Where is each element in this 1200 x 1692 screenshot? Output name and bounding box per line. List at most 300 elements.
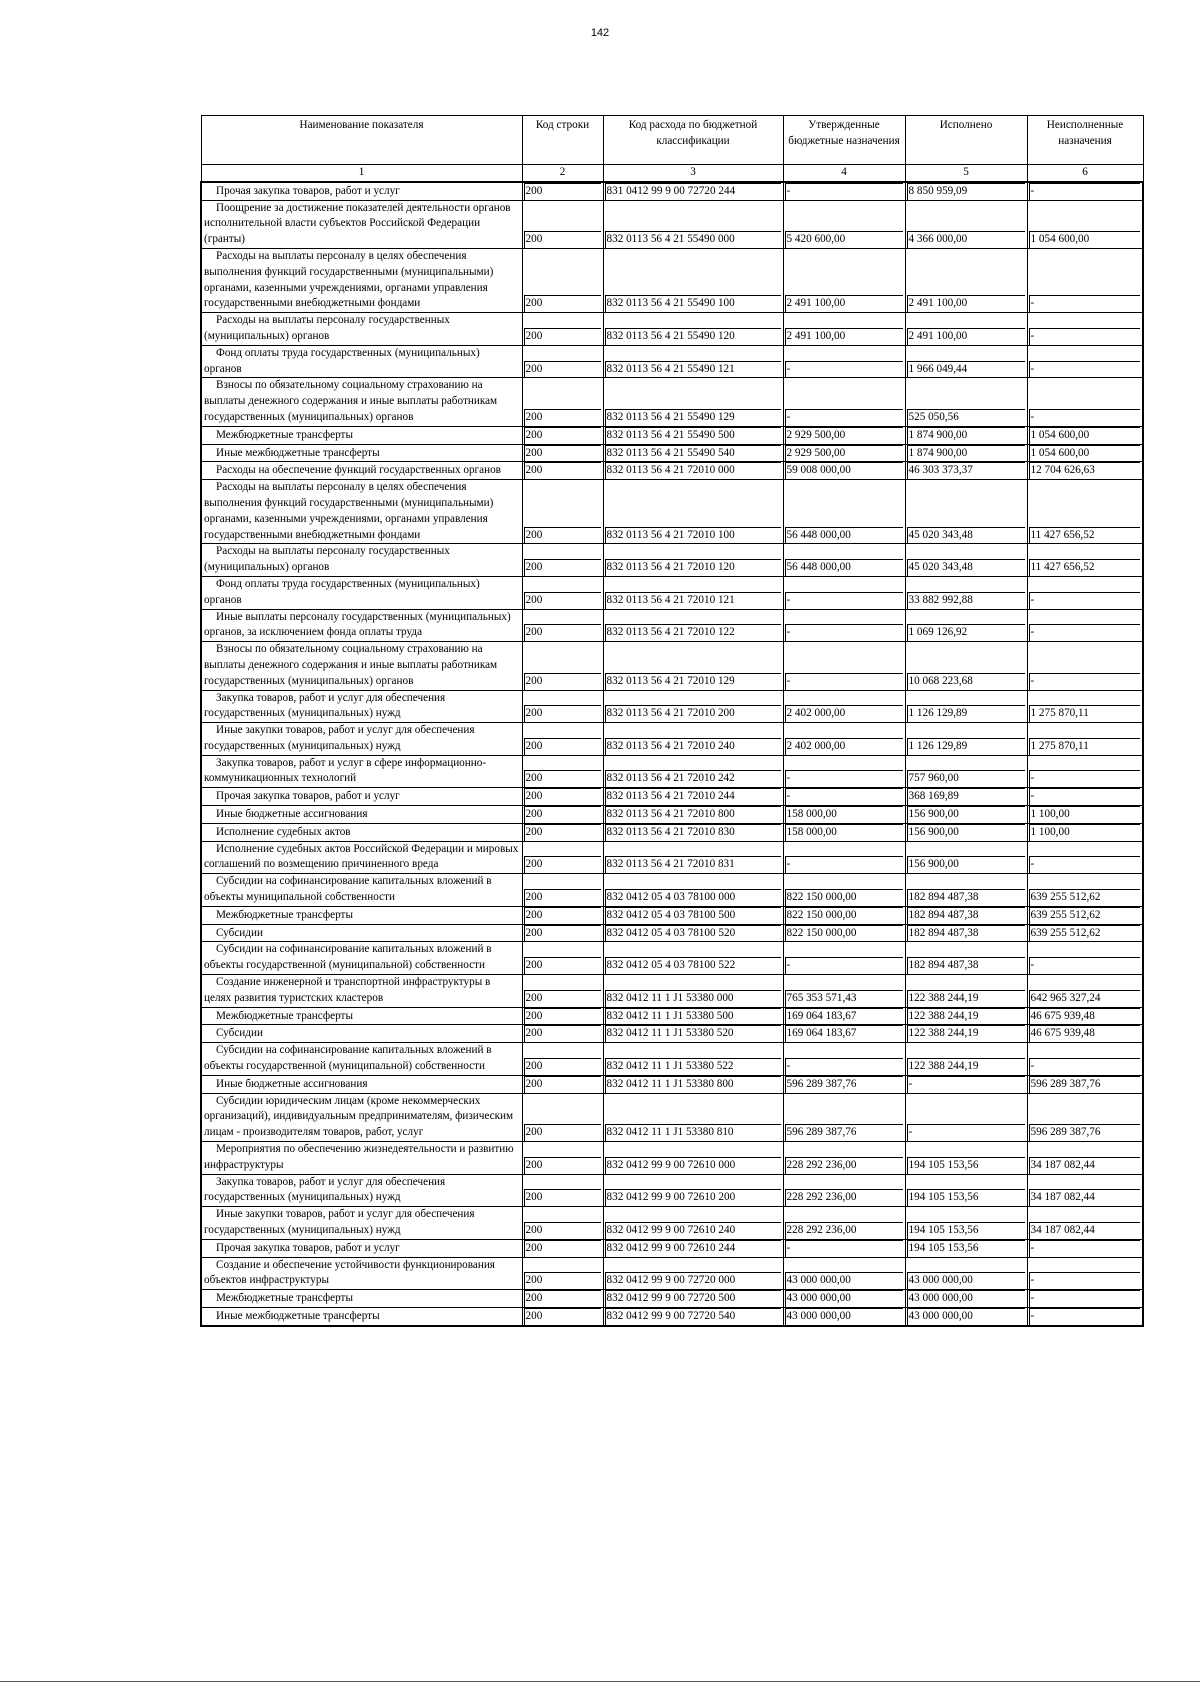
row-approved: - [785, 183, 903, 200]
row-line-code-cell [522, 1174, 603, 1207]
row-name-cell [201, 182, 522, 200]
row-name-cell [201, 609, 522, 642]
row-budget-class: 832 0412 99 9 00 72720 540 [605, 1308, 781, 1325]
row-approved: 2 929 500,00 [785, 427, 903, 444]
row-executed: - [907, 1076, 1025, 1093]
row-unexecuted: - [1029, 183, 1141, 200]
row-executed-cell [905, 444, 1027, 462]
row-executed-cell [905, 788, 1027, 806]
row-line-code-cell [522, 1093, 603, 1141]
row-budget-class-cell [603, 378, 783, 426]
row-name: Прочая закупка товаров, работ и услуг [216, 1241, 400, 1254]
table-row [201, 942, 1143, 975]
row-approved-cell [783, 378, 905, 426]
row-budget-class-cell [603, 1239, 783, 1257]
row-unexecuted-cell [1027, 1174, 1143, 1207]
row-executed-cell [905, 690, 1027, 723]
row-approved-cell [783, 1174, 905, 1207]
row-budget-class-cell [603, 975, 783, 1008]
row-approved-cell [783, 1207, 905, 1240]
header-name: Наименование показателя [201, 116, 522, 165]
scan-bottom-edge [0, 1681, 1200, 1682]
row-unexecuted: - [1029, 856, 1141, 873]
row-approved: 56 448 000,00 [785, 559, 903, 576]
row-unexecuted-cell [1027, 642, 1143, 690]
table-row [201, 755, 1143, 788]
row-approved-cell [783, 1239, 905, 1257]
row-budget-class: 832 0113 56 4 21 55490 129 [605, 409, 781, 426]
table-row [201, 426, 1143, 444]
row-unexecuted-cell [1027, 462, 1143, 480]
row-budget-class: 832 0113 56 4 21 72010 200 [605, 705, 781, 722]
table-row [201, 248, 1143, 312]
row-name-cell [201, 248, 522, 312]
row-budget-class: 832 0412 99 9 00 72610 000 [605, 1157, 781, 1174]
row-approved-cell [783, 609, 905, 642]
row-name: Фонд оплаты труда государственных (муниципальных) органов [204, 346, 480, 375]
row-approved-cell [783, 924, 905, 942]
row-name: Взносы по обязательному социальному страхованию на выплаты денежного содержания и иные выплаты работникам государственных (муниципальных) органов [204, 643, 498, 687]
row-unexecuted: 12 704 626,63 [1029, 462, 1141, 479]
row-name: Иные бюджетные ассигнования [216, 1077, 368, 1090]
row-approved-cell [783, 444, 905, 462]
row-approved-cell [783, 248, 905, 312]
row-executed-cell [905, 1075, 1027, 1093]
row-name: Создание и обеспечение устойчивости функционирования объектов инфраструктуры [204, 1258, 495, 1287]
row-name: Субсидии [216, 1027, 263, 1040]
row-executed-cell [905, 480, 1027, 544]
row-unexecuted: 34 187 082,44 [1029, 1222, 1141, 1239]
row-executed: 156 900,00 [907, 824, 1025, 841]
row-budget-class-cell [603, 1025, 783, 1043]
row-unexecuted-cell [1027, 1207, 1143, 1240]
row-budget-class: 832 0113 56 4 21 55490 540 [605, 445, 781, 462]
row-approved-cell [783, 723, 905, 756]
column-number: 1 [201, 165, 522, 182]
row-approved-cell [783, 823, 905, 841]
row-unexecuted-cell [1027, 182, 1143, 200]
row-budget-class: 831 0412 99 9 00 72720 244 [605, 183, 781, 200]
row-line-code-cell [522, 755, 603, 788]
row-budget-class-cell [603, 182, 783, 200]
table-row [201, 480, 1143, 544]
row-name-cell [201, 723, 522, 756]
row-line-code-cell [522, 690, 603, 723]
row-budget-class: 832 0412 05 4 03 78100 520 [605, 925, 781, 942]
row-executed-cell [905, 609, 1027, 642]
row-executed-cell [905, 200, 1027, 248]
row-approved: - [785, 361, 903, 378]
row-unexecuted: 1 054 600,00 [1029, 231, 1141, 248]
row-line-code: 200 [524, 427, 601, 444]
row-name: Прочая закупка товаров, работ и услуг [216, 790, 400, 803]
row-executed-cell [905, 1174, 1027, 1207]
row-executed-cell [905, 1093, 1027, 1141]
row-unexecuted-cell [1027, 1239, 1143, 1257]
row-budget-class: 832 0412 99 9 00 72720 500 [605, 1290, 781, 1307]
row-budget-class: 832 0113 56 4 21 55490 121 [605, 361, 781, 378]
row-name: Иные выплаты персоналу государственных (муниципальных) органов, за исключением фонда оплаты труда [204, 610, 511, 639]
row-unexecuted: - [1029, 624, 1141, 641]
row-line-code-cell [522, 378, 603, 426]
row-budget-class: 832 0113 56 4 21 72010 129 [605, 673, 781, 690]
row-name: Межбюджетные трансферты [216, 908, 353, 921]
row-unexecuted-cell [1027, 313, 1143, 346]
row-line-code: 200 [524, 361, 601, 378]
row-budget-class-cell [603, 1174, 783, 1207]
table-row [201, 1307, 1143, 1325]
row-unexecuted: 11 427 656,52 [1029, 527, 1141, 544]
row-budget-class: 832 0113 56 4 21 72010 100 [605, 527, 781, 544]
row-unexecuted-cell [1027, 426, 1143, 444]
row-unexecuted: - [1029, 295, 1141, 312]
row-budget-class-cell [603, 1007, 783, 1025]
row-approved-cell [783, 755, 905, 788]
row-executed: 2 491 100,00 [907, 328, 1025, 345]
row-unexecuted-cell [1027, 1075, 1143, 1093]
row-line-code-cell [522, 462, 603, 480]
row-budget-class: 832 0113 56 4 21 72010 244 [605, 788, 781, 805]
row-approved: - [785, 624, 903, 641]
row-budget-class: 832 0412 99 9 00 72610 200 [605, 1189, 781, 1206]
row-name: Иные бюджетные ассигнования [216, 808, 368, 821]
row-name-cell [201, 1290, 522, 1308]
row-budget-class: 832 0113 56 4 21 55490 000 [605, 231, 781, 248]
row-approved-cell [783, 942, 905, 975]
row-line-code: 200 [524, 990, 601, 1007]
row-line-code: 200 [524, 770, 601, 787]
row-line-code: 200 [524, 527, 601, 544]
row-unexecuted: - [1029, 409, 1141, 426]
row-unexecuted: 639 255 512,62 [1029, 925, 1141, 942]
row-budget-class-cell [603, 1093, 783, 1141]
row-executed: 1 966 049,44 [907, 361, 1025, 378]
row-approved-cell [783, 462, 905, 480]
table-row [201, 1174, 1143, 1207]
row-line-code: 200 [524, 1157, 601, 1174]
row-executed: 45 020 343,48 [907, 527, 1025, 544]
row-unexecuted: 1 275 870,11 [1029, 705, 1141, 722]
row-budget-class-cell [603, 823, 783, 841]
row-approved-cell [783, 345, 905, 378]
table-row [201, 576, 1143, 609]
row-executed: 46 303 373,37 [907, 462, 1025, 479]
row-line-code-cell [522, 906, 603, 924]
row-approved: 56 448 000,00 [785, 527, 903, 544]
row-approved-cell [783, 544, 905, 577]
row-name: Расходы на выплаты персоналу в целях обеспечения выполнения функций государственными (муниципальными) органами, казенными учреждениями, органами управления государственными внебюджетными фондами [204, 249, 494, 310]
row-approved-cell [783, 1142, 905, 1175]
row-unexecuted: 34 187 082,44 [1029, 1157, 1141, 1174]
row-unexecuted-cell [1027, 874, 1143, 907]
row-line-code: 200 [524, 1308, 601, 1325]
row-approved-cell [783, 788, 905, 806]
row-budget-class-cell [603, 642, 783, 690]
row-line-code: 200 [524, 1058, 601, 1075]
row-budget-class-cell [603, 1257, 783, 1290]
row-line-code-cell [522, 480, 603, 544]
row-name-cell [201, 1025, 522, 1043]
row-executed-cell [905, 1043, 1027, 1076]
row-executed-cell [905, 942, 1027, 975]
row-unexecuted: 596 289 387,76 [1029, 1124, 1141, 1141]
row-name: Исполнение судебных актов [216, 825, 351, 838]
row-line-code-cell [522, 1142, 603, 1175]
row-budget-class-cell [603, 841, 783, 874]
table-body [201, 182, 1143, 1326]
table-row [201, 1142, 1143, 1175]
row-unexecuted: - [1029, 592, 1141, 609]
row-line-code: 200 [524, 445, 601, 462]
row-name-cell [201, 1307, 522, 1325]
row-name-cell [201, 924, 522, 942]
row-budget-class-cell [603, 1207, 783, 1240]
row-unexecuted: 639 255 512,62 [1029, 907, 1141, 924]
row-approved: - [785, 673, 903, 690]
row-unexecuted-cell [1027, 1142, 1143, 1175]
table-row [201, 1093, 1143, 1141]
row-unexecuted-cell [1027, 906, 1143, 924]
row-executed: 122 388 244,19 [907, 990, 1025, 1007]
row-name-cell [201, 1174, 522, 1207]
column-number: 5 [905, 165, 1027, 182]
row-approved-cell [783, 874, 905, 907]
row-approved-cell [783, 1290, 905, 1308]
row-approved: 43 000 000,00 [785, 1272, 903, 1289]
row-unexecuted-cell [1027, 975, 1143, 1008]
row-executed: 43 000 000,00 [907, 1308, 1025, 1325]
row-unexecuted-cell [1027, 576, 1143, 609]
row-name-cell [201, 942, 522, 975]
row-budget-class: 832 0113 56 4 21 72010 831 [605, 856, 781, 873]
row-line-code: 200 [524, 856, 601, 873]
row-unexecuted: - [1029, 673, 1141, 690]
table-row [201, 544, 1143, 577]
row-budget-class: 832 0412 11 1 J1 53380 000 [605, 990, 781, 1007]
row-executed-cell [905, 378, 1027, 426]
row-budget-class: 832 0113 56 4 21 55490 500 [605, 427, 781, 444]
row-name: Закупка товаров, работ и услуг для обеспечения государственных (муниципальных) нужд [204, 1175, 446, 1204]
row-budget-class: 832 0412 11 1 J1 53380 800 [605, 1076, 781, 1093]
row-line-code: 200 [524, 1124, 601, 1141]
table-header [201, 116, 1143, 182]
row-name: Прочая закупка товаров, работ и услуг [216, 184, 400, 197]
row-unexecuted-cell [1027, 690, 1143, 723]
row-budget-class: 832 0113 56 4 21 72010 122 [605, 624, 781, 641]
row-unexecuted-cell [1027, 1307, 1143, 1325]
row-name-cell [201, 1043, 522, 1076]
row-approved: 822 150 000,00 [785, 889, 903, 906]
row-executed-cell [905, 1207, 1027, 1240]
row-executed: 43 000 000,00 [907, 1290, 1025, 1307]
row-budget-class: 832 0412 11 1 J1 53380 500 [605, 1008, 781, 1025]
column-number: 3 [603, 165, 783, 182]
row-line-code-cell [522, 544, 603, 577]
row-executed: 194 105 153,56 [907, 1222, 1025, 1239]
row-unexecuted: 1 054 600,00 [1029, 427, 1141, 444]
row-line-code: 200 [524, 592, 601, 609]
row-unexecuted: 46 675 939,48 [1029, 1008, 1141, 1025]
row-budget-class-cell [603, 345, 783, 378]
header-budget-class: Код расхода по бюджетной классификации [603, 116, 783, 165]
row-line-code-cell [522, 1239, 603, 1257]
row-executed-cell [905, 426, 1027, 444]
row-name: Межбюджетные трансферты [216, 428, 353, 441]
row-line-code-cell [522, 1043, 603, 1076]
row-approved-cell [783, 200, 905, 248]
row-unexecuted: 46 675 939,48 [1029, 1025, 1141, 1042]
row-executed-cell [905, 345, 1027, 378]
row-unexecuted: - [1029, 1272, 1141, 1289]
table-row [201, 1075, 1143, 1093]
table-row [201, 1239, 1143, 1257]
row-budget-class: 832 0412 11 1 J1 53380 520 [605, 1025, 781, 1042]
row-budget-class-cell [603, 924, 783, 942]
row-approved-cell [783, 1007, 905, 1025]
row-line-code-cell [522, 1007, 603, 1025]
row-line-code: 200 [524, 231, 601, 248]
table-row [201, 823, 1143, 841]
row-budget-class-cell [603, 874, 783, 907]
row-executed-cell [905, 642, 1027, 690]
row-executed-cell [905, 874, 1027, 907]
row-executed: 368 169,89 [907, 788, 1025, 805]
row-executed: - [907, 1124, 1025, 1141]
header-unexecuted: Неисполненные назначения [1027, 116, 1143, 165]
row-approved: 596 289 387,76 [785, 1124, 903, 1141]
row-line-code: 200 [524, 889, 601, 906]
table-row [201, 690, 1143, 723]
row-unexecuted: - [1029, 1240, 1141, 1257]
row-unexecuted-cell [1027, 1257, 1143, 1290]
row-name: Расходы на выплаты персоналу государственных (муниципальных) органов [204, 314, 450, 342]
row-executed: 1 874 900,00 [907, 427, 1025, 444]
row-executed-cell [905, 924, 1027, 942]
row-budget-class-cell [603, 544, 783, 577]
header-approved: Утвержденные бюджетные назначения [783, 116, 905, 165]
row-name: Поощрение за достижение показателей деятельности органов исполнительной власти субъектов Российской Федерации (гранты) [204, 201, 511, 246]
row-name: Межбюджетные трансферты [216, 1009, 353, 1022]
table-row [201, 1007, 1143, 1025]
row-approved: - [785, 1240, 903, 1257]
row-executed: 4 366 000,00 [907, 231, 1025, 248]
row-line-code: 200 [524, 806, 601, 823]
row-line-code-cell [522, 609, 603, 642]
row-unexecuted: 639 255 512,62 [1029, 889, 1141, 906]
row-executed: 1 126 129,89 [907, 705, 1025, 722]
row-approved: 228 292 236,00 [785, 1222, 903, 1239]
row-name-cell [201, 576, 522, 609]
row-executed-cell [905, 823, 1027, 841]
row-unexecuted-cell [1027, 248, 1143, 312]
row-executed: 194 105 153,56 [907, 1157, 1025, 1174]
row-unexecuted: 1 275 870,11 [1029, 738, 1141, 755]
row-line-code: 200 [524, 1076, 601, 1093]
row-name-cell [201, 462, 522, 480]
row-executed-cell [905, 1007, 1027, 1025]
row-executed-cell [905, 1239, 1027, 1257]
row-name: Иные межбюджетные трансферты [216, 1309, 380, 1322]
row-unexecuted-cell [1027, 723, 1143, 756]
row-name-cell [201, 806, 522, 824]
row-name-cell [201, 345, 522, 378]
table-row [201, 924, 1143, 942]
row-budget-class: 832 0113 56 4 21 55490 100 [605, 295, 781, 312]
row-line-code: 200 [524, 624, 601, 641]
row-name-cell [201, 823, 522, 841]
table-row [201, 975, 1143, 1008]
row-name: Закупка товаров, работ и услуг для обеспечения государственных (муниципальных) нужд [204, 691, 446, 720]
row-line-code: 200 [524, 907, 601, 924]
row-unexecuted-cell [1027, 200, 1143, 248]
row-executed: 1 069 126,92 [907, 624, 1025, 641]
row-line-code: 200 [524, 738, 601, 755]
row-executed: 194 105 153,56 [907, 1240, 1025, 1257]
row-line-code-cell [522, 806, 603, 824]
row-line-code-cell [522, 1290, 603, 1308]
row-executed: 1 874 900,00 [907, 445, 1025, 462]
row-unexecuted-cell [1027, 1043, 1143, 1076]
row-budget-class-cell [603, 942, 783, 975]
table-row [201, 313, 1143, 346]
page-number: 142 [590, 27, 610, 39]
row-approved: 228 292 236,00 [785, 1189, 903, 1206]
row-executed: 757 960,00 [907, 770, 1025, 787]
row-name: Субсидии на софинансирование капитальных вложений в объекты государственной (муниципальной) собственности [204, 1044, 492, 1073]
row-line-code: 200 [524, 409, 601, 426]
row-unexecuted-cell [1027, 788, 1143, 806]
row-line-code: 200 [524, 328, 601, 345]
row-approved: 2 929 500,00 [785, 445, 903, 462]
row-approved-cell [783, 1043, 905, 1076]
row-budget-class: 832 0113 56 4 21 72010 240 [605, 738, 781, 755]
header-line-code: Код строки [522, 116, 603, 165]
row-budget-class-cell [603, 444, 783, 462]
row-budget-class: 832 0412 05 4 03 78100 500 [605, 907, 781, 924]
row-budget-class: 832 0113 56 4 21 72010 000 [605, 462, 781, 479]
row-line-code: 200 [524, 957, 601, 974]
row-line-code-cell [522, 248, 603, 312]
row-approved-cell [783, 313, 905, 346]
row-line-code-cell [522, 426, 603, 444]
table-row [201, 444, 1143, 462]
row-unexecuted: - [1029, 1058, 1141, 1075]
row-line-code: 200 [524, 925, 601, 942]
row-line-code-cell [522, 924, 603, 942]
row-budget-class-cell [603, 576, 783, 609]
row-executed: 122 388 244,19 [907, 1025, 1025, 1042]
row-budget-class: 832 0412 11 1 J1 53380 522 [605, 1058, 781, 1075]
row-unexecuted-cell [1027, 841, 1143, 874]
row-line-code-cell [522, 345, 603, 378]
row-line-code: 200 [524, 1189, 601, 1206]
row-name: Создание инженерной и транспортной инфраструктуры в целях развития туристских кластеров [204, 976, 491, 1004]
row-unexecuted-cell [1027, 444, 1143, 462]
row-unexecuted-cell [1027, 609, 1143, 642]
row-executed: 1 126 129,89 [907, 738, 1025, 755]
row-unexecuted: 11 427 656,52 [1029, 559, 1141, 576]
column-number-row [201, 165, 1143, 182]
row-approved: 43 000 000,00 [785, 1290, 903, 1307]
row-approved-cell [783, 1075, 905, 1093]
row-executed-cell [905, 906, 1027, 924]
row-name-cell [201, 874, 522, 907]
row-line-code-cell [522, 874, 603, 907]
row-budget-class: 832 0412 99 9 00 72610 244 [605, 1240, 781, 1257]
row-budget-class-cell [603, 1075, 783, 1093]
row-executed-cell [905, 975, 1027, 1008]
row-budget-class: 832 0113 56 4 21 72010 830 [605, 824, 781, 841]
